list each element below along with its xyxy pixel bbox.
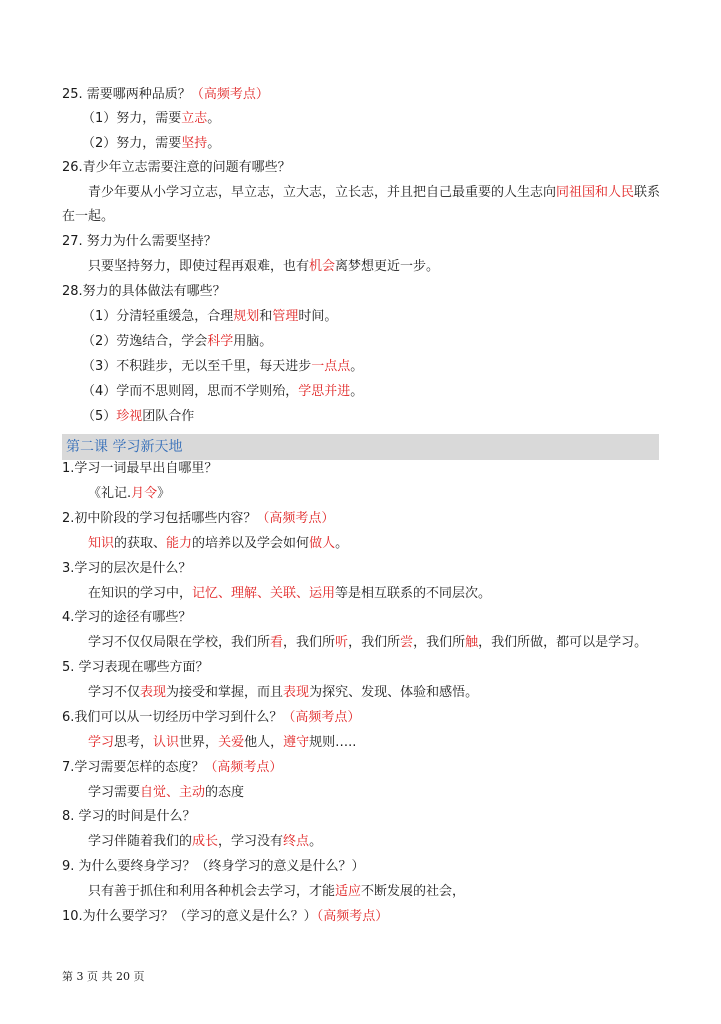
text-segment: 的培养以及学会如何 — [192, 536, 310, 551]
text-segment: 学习需要 — [88, 785, 141, 800]
highlight-text: 终点 — [283, 834, 310, 849]
text-segment: 。 — [335, 536, 349, 551]
answer-line — [82, 358, 363, 376]
question-line — [62, 86, 269, 104]
text-segment: 7.学习需要怎样的态度？ — [62, 760, 205, 775]
text-segment: 为接受和掌握，而且 — [166, 685, 284, 700]
highlight-text: （高频考点） — [204, 760, 283, 775]
highlight-text: 规划 — [233, 309, 260, 324]
text-segment: 学习伴随着我们的 — [88, 834, 193, 849]
text-segment: 1.学习一词最早出自哪里？ — [62, 461, 218, 476]
text-segment: 9. 为什么要终身学习？（终身学习的意义是什么？） — [62, 859, 365, 874]
highlight-text: 听 — [335, 635, 349, 650]
text-segment: （2）劳逸结合，学会 — [82, 334, 208, 349]
text-segment: （3）不积跬步，无以至千里，每天进步 — [82, 359, 312, 374]
text-segment: 不断发展的社会， — [361, 884, 466, 899]
question-line — [62, 159, 291, 177]
text-segment: 思考， — [114, 735, 154, 750]
highlight-text: 遵守 — [283, 735, 310, 750]
highlight-text: 知识 — [88, 536, 115, 551]
question-line — [62, 560, 191, 578]
text-segment: 规则….. — [309, 735, 357, 750]
text-segment: ，学习没有 — [218, 834, 284, 849]
text-segment: 世界， — [179, 735, 219, 750]
text-segment: 用脑。 — [233, 334, 273, 349]
highlight-text: （高频考点） — [316, 909, 389, 924]
question-line — [62, 460, 217, 478]
section-header-bar — [62, 434, 659, 460]
text-segment: 学习不仅 — [88, 685, 141, 700]
highlight-text: 月令 — [131, 486, 158, 501]
text-segment: 4.学习的途径有哪些？ — [62, 610, 192, 625]
answer-line — [88, 184, 660, 202]
text-segment: 联系 — [634, 185, 661, 200]
answer-line — [88, 784, 244, 802]
highlight-text: 自觉、主动 — [140, 785, 206, 800]
highlight-text: 立志 — [181, 111, 208, 126]
text-segment: 学习不仅仅局限在学校，我们所 — [88, 635, 271, 650]
text-segment: 在一起。 — [62, 209, 115, 224]
highlight-text: 科学 — [207, 334, 234, 349]
highlight-text: （高频考点） — [282, 710, 361, 725]
text-segment: ，我们所做，都可以是学习。 — [478, 635, 648, 650]
text-segment: 。 — [207, 111, 221, 126]
answer-line — [82, 135, 220, 153]
text-segment: 。 — [350, 359, 364, 374]
answer-line — [82, 383, 363, 401]
highlight-text: 认识 — [153, 735, 180, 750]
text-segment: 10.为什么要学习？（学习的意义是什么？） — [62, 909, 317, 924]
text-segment: （5） — [82, 409, 117, 424]
answer-line — [88, 833, 322, 851]
text-segment: 为探究、发现、体验和感悟。 — [309, 685, 479, 700]
highlight-text: 看 — [270, 635, 284, 650]
highlight-text: 同祖国和人民 — [556, 185, 635, 200]
question-line — [62, 908, 388, 926]
highlight-text: （高频考点） — [190, 87, 269, 102]
highlight-text: 坚持 — [181, 136, 208, 151]
answer-line — [88, 684, 478, 702]
highlight-text: 关爱 — [218, 735, 245, 750]
text-segment: 28.努力的具体做法有哪些？ — [62, 284, 226, 299]
highlight-text: 触 — [465, 635, 479, 650]
highlight-text: 成长 — [192, 834, 219, 849]
highlight-text: 表现 — [140, 685, 167, 700]
highlight-text: 管理 — [272, 309, 299, 324]
text-segment: 的态度 — [205, 785, 245, 800]
question-line — [62, 283, 226, 301]
highlight-text: 能力 — [166, 536, 193, 551]
answer-line — [62, 208, 114, 226]
section-title: 第二课 学习新天地 — [66, 439, 183, 455]
text-segment: ，我们所 — [283, 635, 336, 650]
text-segment: 青少年要从小学习立志，早立志，立大志，立长志，并且把自己最重要的人生志向 — [88, 185, 557, 200]
text-segment: （4）学而不思则罔，思而不学则殆， — [82, 384, 299, 399]
question-line — [62, 709, 360, 727]
text-segment: 2.初中阶段的学习包括哪些内容？ — [62, 511, 257, 526]
highlight-text: 学思并进 — [298, 384, 351, 399]
text-segment: 只有善于抓住和利用各种机会去学习，才能 — [88, 884, 336, 899]
answer-line — [88, 585, 491, 603]
text-segment: 27. 努力为什么需要坚持？ — [62, 234, 217, 249]
text-segment: 他人， — [244, 735, 284, 750]
text-segment: 和 — [259, 309, 273, 324]
answer-line — [88, 535, 348, 553]
answer-line — [88, 634, 647, 652]
highlight-text: 表现 — [283, 685, 310, 700]
question-line — [62, 510, 334, 528]
text-segment: 《礼记. — [88, 486, 132, 501]
highlight-text: 记忆、理解、关联、运用 — [192, 586, 336, 601]
text-segment: 在知识的学习中， — [88, 586, 193, 601]
question-line — [62, 808, 196, 826]
text-segment: （1）努力，需要 — [82, 111, 182, 126]
answer-line — [82, 308, 337, 326]
text-segment: 25. 需要哪两种品质？ — [62, 87, 191, 102]
text-segment: 。 — [207, 136, 221, 151]
text-segment: 5. 学习表现在哪些方面？ — [62, 660, 209, 675]
answer-line — [82, 333, 272, 351]
text-segment: 。 — [350, 384, 364, 399]
highlight-text: 做人 — [309, 536, 336, 551]
answer-line — [88, 485, 170, 503]
text-segment: 。 — [309, 834, 323, 849]
text-segment: （1）分清轻重缓急，合理 — [82, 309, 234, 324]
text-segment: ，我们所 — [413, 635, 466, 650]
question-line — [62, 609, 191, 627]
text-segment: 6.我们可以从一切经历中学习到什么？ — [62, 710, 283, 725]
text-segment: 26.青少年立志需要注意的问题有哪些？ — [62, 160, 291, 175]
answer-line — [88, 258, 439, 276]
answer-line — [88, 883, 465, 901]
highlight-text: 一点点 — [311, 359, 351, 374]
page-footer: 第 3 页 共 20 页 — [62, 970, 145, 983]
highlight-text: （高频考点） — [256, 511, 335, 526]
text-segment: 的获取、 — [114, 536, 167, 551]
text-segment: 3.学习的层次是什么？ — [62, 561, 192, 576]
text-segment: 只要坚持努力，即使过程再艰难，也有 — [88, 259, 310, 274]
answer-line — [82, 408, 194, 426]
question-line — [62, 659, 209, 677]
text-segment: 团队合作 — [142, 409, 195, 424]
text-segment: 离梦想更近一步。 — [335, 259, 440, 274]
question-line — [62, 759, 282, 777]
text-segment: 时间。 — [298, 309, 338, 324]
answer-line — [88, 734, 356, 752]
highlight-text: 珍视 — [116, 409, 143, 424]
highlight-text: 学习 — [88, 735, 115, 750]
answer-line — [82, 110, 220, 128]
question-line — [62, 858, 365, 876]
highlight-text: 机会 — [309, 259, 336, 274]
highlight-text: 适应 — [335, 884, 362, 899]
text-segment: （2）努力，需要 — [82, 136, 182, 151]
text-segment: ，我们所 — [348, 635, 401, 650]
highlight-text: 尝 — [400, 635, 414, 650]
question-line — [62, 233, 217, 251]
text-segment: 8. 学习的时间是什么？ — [62, 809, 196, 824]
text-segment: 等是相互联系的不同层次。 — [335, 586, 492, 601]
text-segment: 》 — [157, 486, 171, 501]
